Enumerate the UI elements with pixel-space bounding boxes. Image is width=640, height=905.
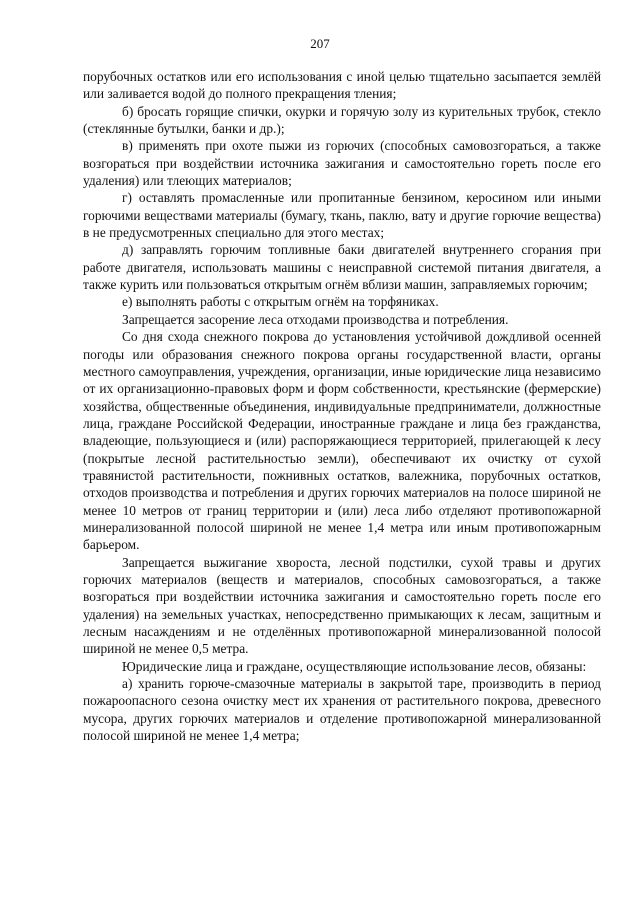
paragraph-obligations-intro: Юридические лица и граждане, осуществляющие использование лесов, обязаны: bbox=[122, 658, 587, 674]
list-item-b: б) бросать горящие спички, окурки и горячую золу из курительных трубок, стекло (стеклянные бутылки, банки и др.); bbox=[83, 103, 601, 137]
list-item-v: в) применять при охоте пыжи из горючих (способных самовозгораться, а также возгораться при воздействии источника зажигания и самостоятельно гореть после его удаления) или тлеющих материалов; bbox=[83, 138, 601, 189]
document-body bbox=[83, 68, 601, 744]
paragraph-burning-prohibition: Запрещается выжигание хвороста, лесной подстилки, сухой травы и других горючих материалов (веществ и материалов, способных самовозгораться, а также возгораться при воздействии источника зажигания и самостоятельно гореть после его удаления) на земельных участках, непосредственно примыкающих к лесам, защитным и лесным насаждениям и не отделённых противопожарной минерализованной полосой шириной не менее 0,5 метра. bbox=[83, 554, 601, 657]
list-item-g: г) оставлять промасленные или пропитанные бензином, керосином или иными горючими веществами материалы (бумагу, ткань, паклю, вату и другие горючие вещества) в не предусмотренных специально для этого местах; bbox=[83, 190, 601, 241]
list-item-e: е) выполнять работы с открытым огнём на торфяниках. bbox=[122, 294, 439, 310]
list-item-a: а) хранить горюче-смазочные материалы в закрытой таре, производить в период пожароопасного сезона очистку мест их хранения от растительного покрова, древесного мусора, других горючих материалов и отделение противопожарной минерализованной полосой шириной не менее 1,4 метра; bbox=[83, 676, 601, 744]
list-item-d: д) заправлять горючим топливные баки двигателей внутреннего сгорания при работе двигателя, использовать машины с неисправной системой питания двигателя, а также курить или пользоваться открытым огнём вблизи машин, заправляемых горючим; bbox=[83, 242, 601, 293]
paragraph-waste-prohibition: Запрещается засорение леса отходами производства и потребления. bbox=[122, 311, 509, 327]
page-number: 207 bbox=[310, 36, 330, 51]
paragraph-continuation: порубочных остатков или его использования с иной целью тщательно засыпается землёй или заливается водой до полного прекращения тления; bbox=[83, 69, 601, 102]
paragraph-clearing-obligation: Со дня схода снежного покрова до установления устойчивой дождливой осенней погоды или образования снежного покрова органы государственной власти, органы местного самоуправления, учреждения, организации, иные юридические лица независимо от их организационно-правовых форм и форм собственности, крестьянские (фермерские) хозяйства, общественные объединения, индивидуальные предприниматели, должностные лица, граждане Российской Федерации, иностранные граждане и лица без гражданства, владеющие, пользующиеся и (или) распоряжающиеся территорией, прилегающей к лесу (покрытые лесной растительностью земли), обеспечивают их очистку от сухой травянистой растительности, пожнивных остатков, валежника, порубочных остатков, отходов производства и потребления и других горючих материалов на полосе шириной не менее 10 метров от границ территории и (или) леса либо отделяют противопожарной минерализованной полосой шириной не менее 1,4 метра или иным противопожарным барьером. bbox=[83, 329, 601, 553]
